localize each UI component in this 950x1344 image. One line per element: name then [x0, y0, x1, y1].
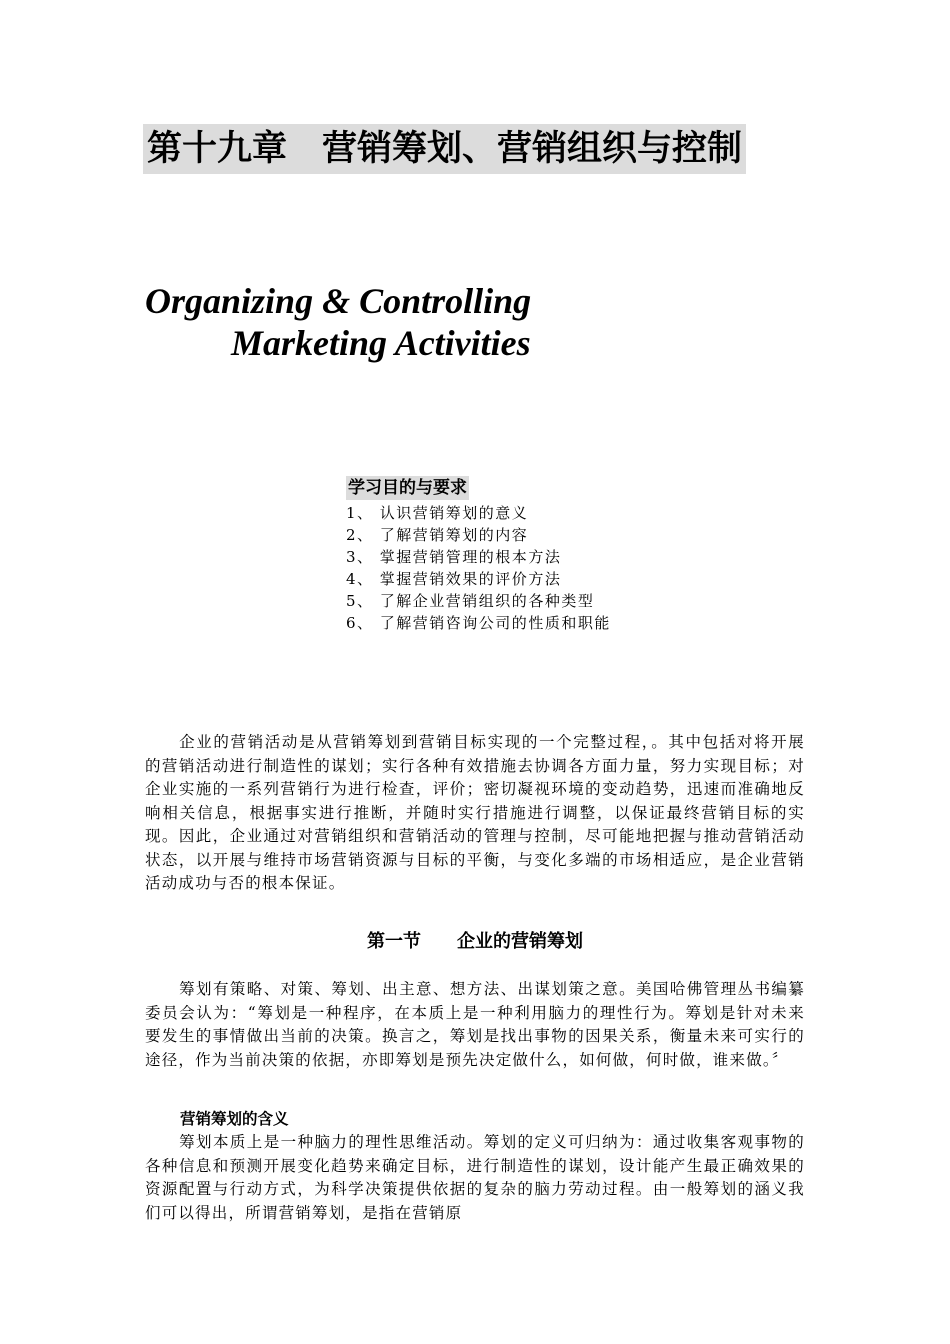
english-title-line-2: Marketing Activities	[231, 323, 531, 363]
objective-item: 4、 掌握营销效果的评价方法	[346, 570, 562, 588]
english-title-line-1: Organizing & Controlling	[145, 281, 532, 321]
learning-objectives	[346, 476, 611, 634]
section-title: 第一节 企业的营销筹划	[367, 931, 583, 952]
objectives-heading: 学习目的与要求	[348, 478, 467, 498]
objectives-list	[346, 502, 611, 634]
objective-item: 5、 了解企业营销组织的各种类型	[346, 592, 595, 610]
objective-item: 2、 了解营销筹划的内容	[346, 526, 529, 544]
objective-item: 3、 掌握营销管理的根本方法	[346, 548, 562, 566]
objective-item: 6、 了解营销咨询公司的性质和职能	[346, 614, 611, 632]
english-title	[145, 280, 531, 364]
section-paragraph: 筹划有策略、对策、筹划、出主意、想方法、出谋划策之意。美国哈佛管理丛书编纂委员会认为：“筹划是一种程序，在本质上是一种利用脑力的理性行为。筹划是针对未来要发生的事情做出当前的决策。换言之，筹划是找出事物的因果关系，衡量未来可实行的途径，作为当前决策的依据，亦即筹划是预先决定做什么，如何做，何时做，谁来做。〞	[145, 980, 805, 1069]
sub-paragraph: 筹划本质上是一种脑力的理性思维活动。筹划的定义可归纳为：通过收集客观事物的各种信息和预测开展变化趋势来确定目标，进行制造性的谋划，设计能产生最正确效果的资源配置与行动方式，为科学决策提供依据的复杂的脑力劳动过程。由一般筹划的涵义我们可以得出，所谓营销筹划，是指在营销原	[145, 1133, 805, 1222]
chapter-title: 第十九章 营销筹划、营销组织与控制	[143, 124, 746, 174]
objective-item: 1、 认识营销筹划的意义	[346, 504, 529, 522]
intro-paragraph: 企业的营销活动是从营销筹划到营销目标实现的一个完整过程，。其中包括对将开展的营销活动进行制造性的谋划；实行各种有效措施去协调各方面力量，努力实现目标；对企业实施的一系列营销行为进行检查，评价；密切凝视环境的变动趋势，迅速而准确地反响相关信息，根据事实进行推断，并随时实行措施进行调整，以保证最终营销目标的实现。因此，企业通过对营销组织和营销活动的管理与控制，尽可能地把握与推动营销活动状态，以开展与维持市场营销资源与目标的平衡，与变化多端的市场相适应，是企业营销活动成功与否的根本保证。	[145, 733, 805, 892]
sub-heading: 营销筹划的含义	[180, 1110, 289, 1128]
